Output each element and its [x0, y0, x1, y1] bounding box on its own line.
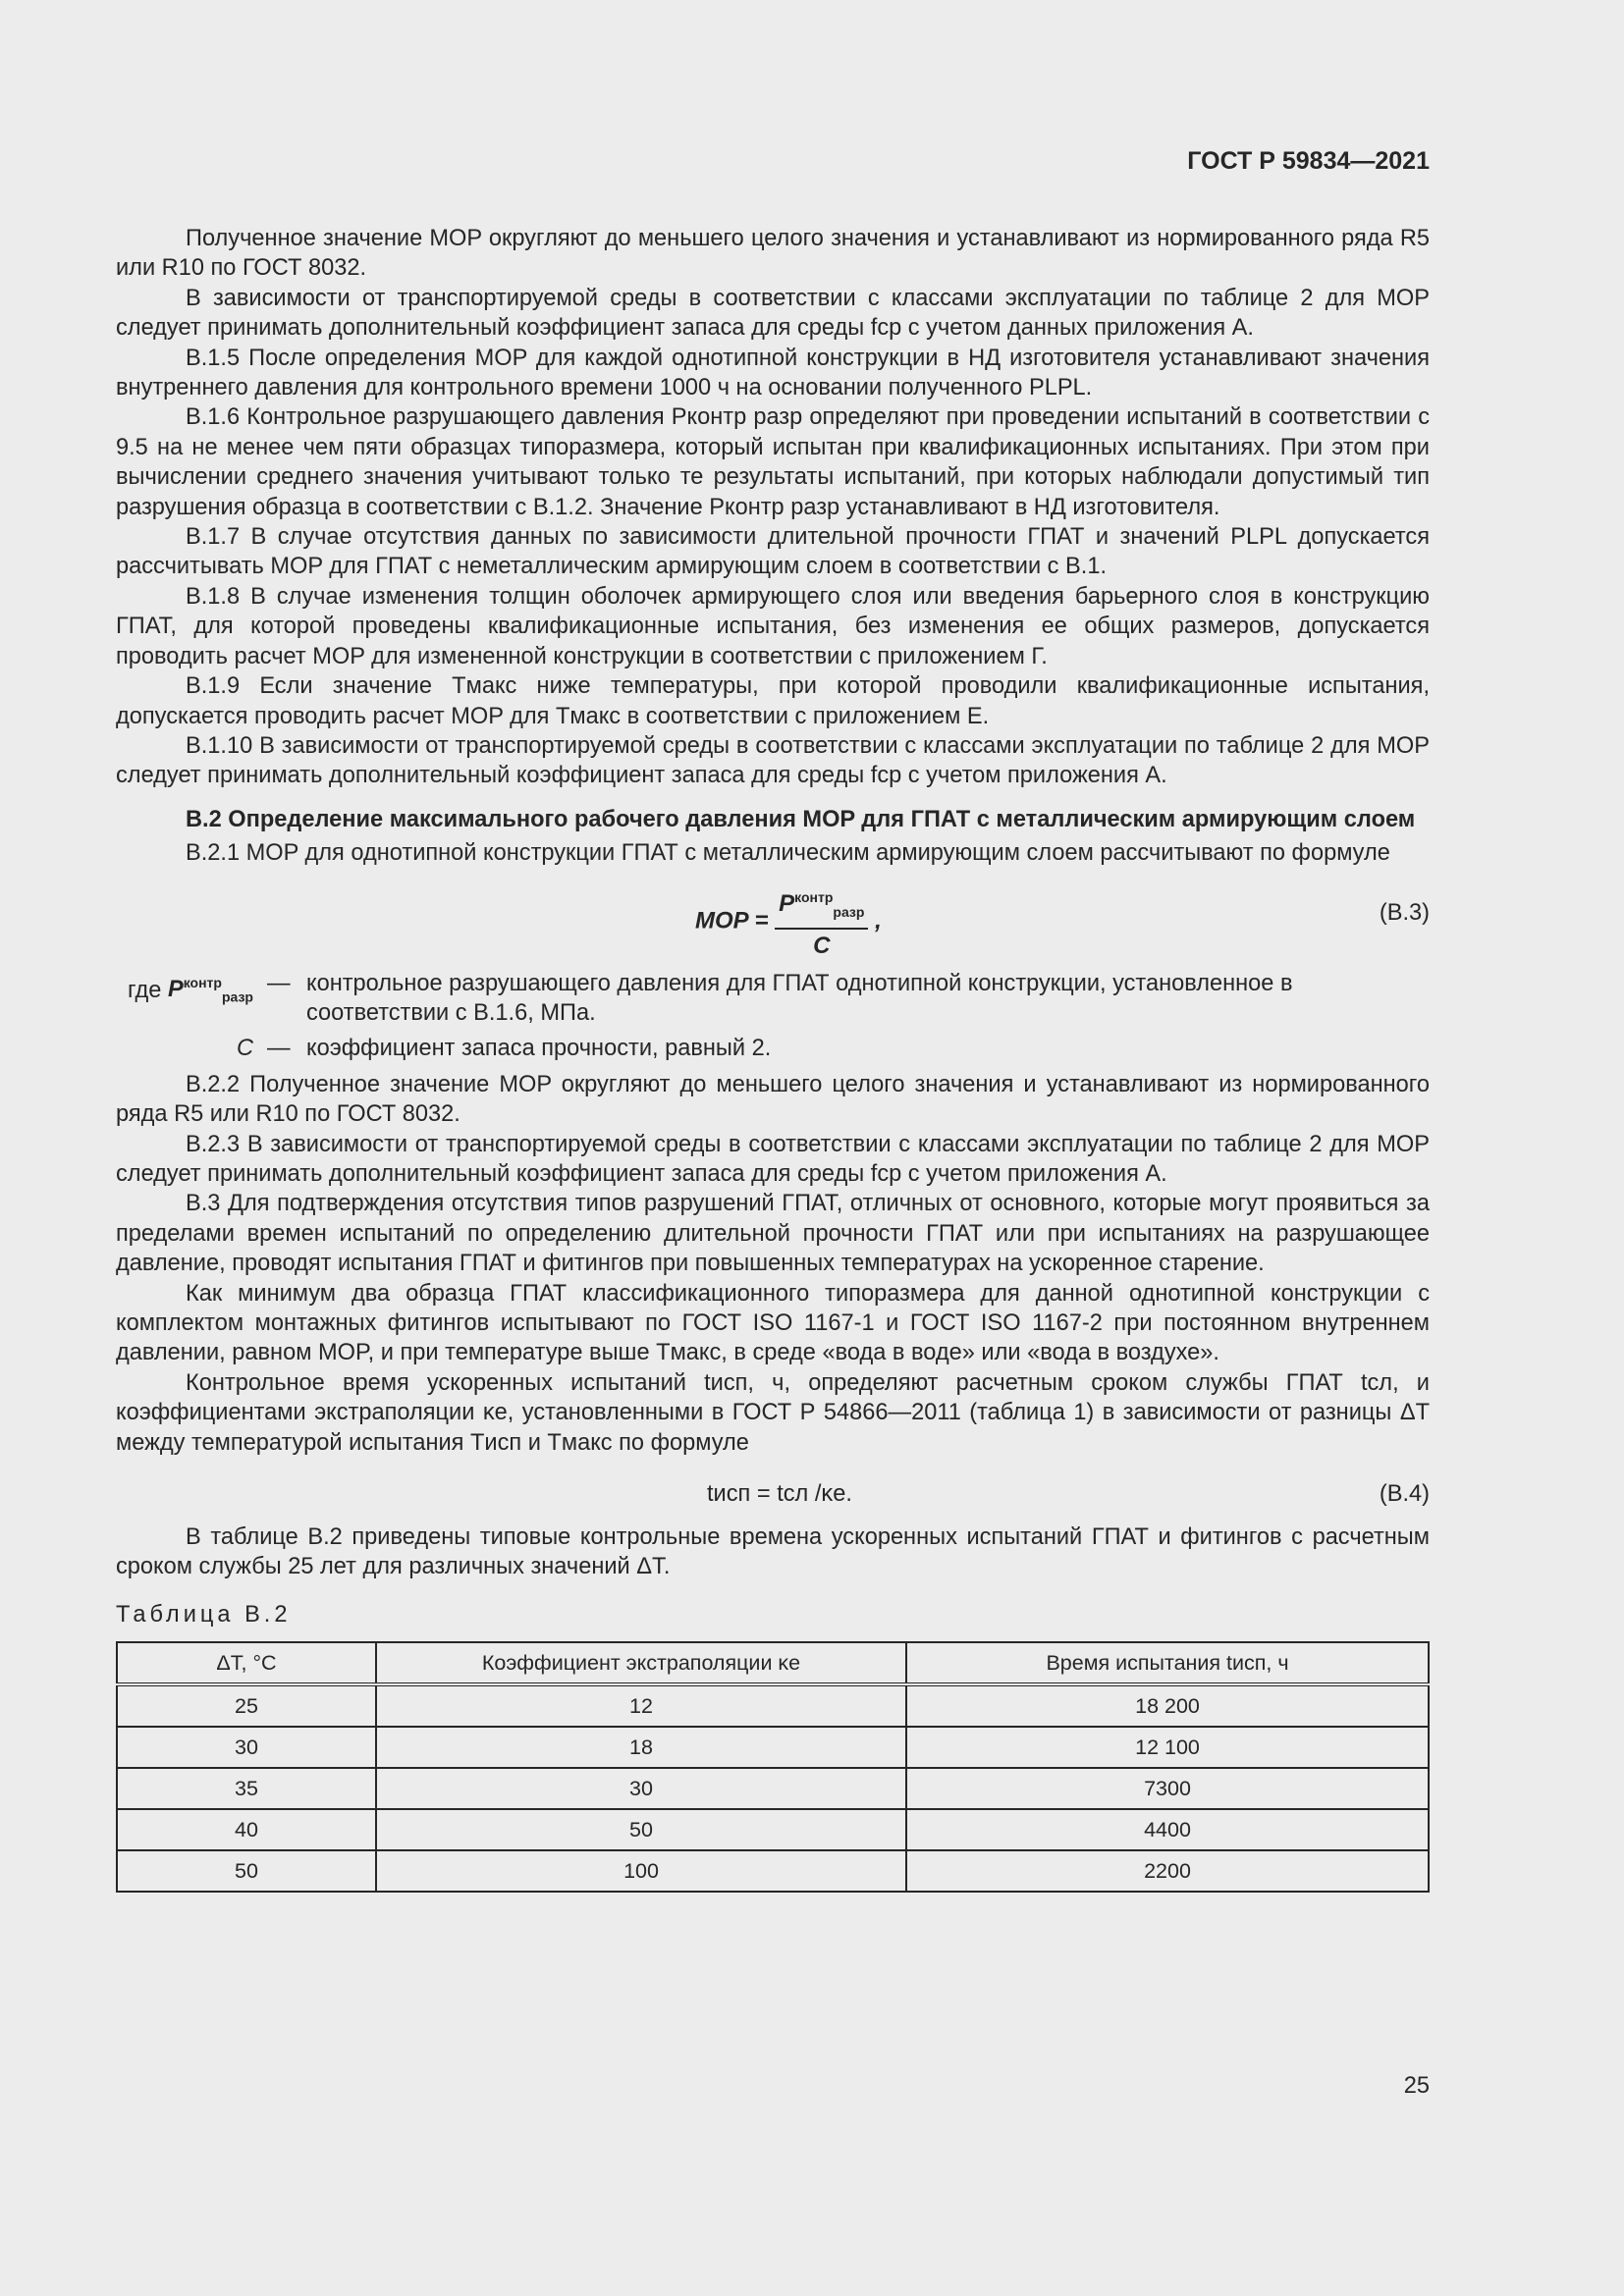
- table-cell: 2200: [906, 1850, 1429, 1892]
- formula-b3: [116, 879, 1430, 959]
- formula-denominator: C: [813, 932, 831, 959]
- where-symbol: C: [236, 1036, 253, 1062]
- formula-number: (В.4): [1379, 1481, 1430, 1508]
- paragraph: В.1.8 В случае изменения толщин оболочек армирующего слоя или введения барьерного слоя в конструкцию ГПАТ, для которой проведены квалификационные испытания, без изменения ее общих размеров, допускается проводить расчет MOP для измененной конструкции в соответствии с приложением Г.: [116, 583, 1430, 669]
- table-row: [117, 1768, 1429, 1809]
- table-cell: 4400: [906, 1809, 1429, 1850]
- document-body: [116, 224, 1430, 1893]
- table-cell: 25: [117, 1684, 376, 1727]
- where-item: [116, 969, 1430, 1029]
- formula-expression: tисп = tсл /κe.: [707, 1481, 852, 1508]
- data-table: [116, 1641, 1430, 1893]
- table-cell: 7300: [906, 1768, 1429, 1809]
- table-cell: 50: [376, 1809, 906, 1850]
- where-dash: —: [267, 970, 291, 996]
- table-cell: 18: [376, 1727, 906, 1768]
- table-row: [117, 1727, 1429, 1768]
- formula-b4: [116, 1468, 1430, 1515]
- formula-numerator: $P^{контр}_{разр}$: [775, 882, 868, 930]
- standard-header: ГОСТ Р 59834—2021: [1187, 147, 1430, 175]
- paragraph: В.1.9 Если значение Tмакс ниже температуры, при которой проводили квалификационные испытания, допускается проводить расчет MOP для Tмакс в соответствии с приложением Е.: [116, 673, 1430, 729]
- table-caption: Таблица В.2: [116, 1601, 292, 1628]
- where-description: контрольное разрушающего давления для ГПАТ однотипной конструкции, установленное в соответствии с В.1.6, МПа.: [306, 970, 1293, 1026]
- table-cell: 35: [117, 1768, 376, 1809]
- table-cell: 12: [376, 1684, 906, 1727]
- formula-lhs: MOP =: [695, 907, 769, 934]
- paragraph: В.2.2 Полученное значение MOP округляют до меньшего целого значения и устанавливают из нормированного ряда R5 или R10 по ГОСТ 8032.: [116, 1071, 1430, 1128]
- where-dash: —: [267, 1036, 291, 1062]
- formula-number: (В.3): [1379, 899, 1430, 926]
- table-cell: 30: [376, 1768, 906, 1809]
- paragraph: Контрольное время ускоренных испытаний tисп, ч, определяют расчетным сроком службы ГПАТ tсл, и коэффициентами экстраполяции κe, установленными в ГОСТ Р 54866—2011 (таблица 1) в зависимости от разницы ΔT между температурой испытания Tисп и Tмакс по формуле: [116, 1369, 1430, 1456]
- table-header-cell: Время испытания tисп, ч: [906, 1642, 1429, 1684]
- table-cell: 100: [376, 1850, 906, 1892]
- paragraph: В.2.1 MOP для однотипной конструкции ГПАТ с металлическим армирующим слоем рассчитывают по формуле: [186, 840, 1390, 867]
- table-row: [117, 1809, 1429, 1850]
- where-item: [116, 1034, 1430, 1063]
- paragraph: В.1.6 Контрольное разрушающего давления Pконтр разр определяют при проведении испытаний в соответствии с 9.5 на не менее чем пяти образцах типоразмера, который испытан при квалификационных испытаниях. При этом при вычислении среднего значения учитывают только те результаты испытаний, при которых наблюдали допустимый тип разрушения образца в соответствии с В.1.2. Значение Pконтр разр устанавливают в НД изготовителя.: [116, 404, 1430, 520]
- table-cell: 40: [117, 1809, 376, 1850]
- table-header-row: [117, 1642, 1429, 1684]
- table-header-cell: ΔT, °С: [117, 1642, 376, 1684]
- paragraph: В.2.3 В зависимости от транспортируемой среды в соответствии с классами эксплуатации по таблице 2 для MOP следует принимать дополнительный коэффициент запаса для среды fср с учетом приложения А.: [116, 1131, 1430, 1187]
- table-cell: 50: [117, 1850, 376, 1892]
- paragraph: В зависимости от транспортируемой среды в соответствии с классами эксплуатации по таблице 2 для MOP следует принимать дополнительный коэффициент запаса для среды fср с учетом данных приложения А.: [116, 285, 1430, 342]
- formula-expression: [695, 882, 882, 962]
- where-description: коэффициент запаса прочности, равный 2.: [306, 1036, 772, 1062]
- section-heading: В.2 Определение максимального рабочего давления MOP для ГПАТ с металлическим армирующим слоем: [186, 806, 1416, 832]
- table-cell: 30: [117, 1727, 376, 1768]
- where-block: [116, 969, 1430, 1064]
- table-row: [117, 1850, 1429, 1892]
- paragraph: В таблице В.2 приведены типовые контрольные времена ускоренных испытаний ГПАТ и фитингов с расчетным сроком службы 25 лет для различных значений ΔT.: [116, 1524, 1430, 1580]
- formula-fraction: [775, 882, 868, 962]
- paragraph: В.1.10 В зависимости от транспортируемой среды в соответствии с классами эксплуатации по таблице 2 для MOP следует принимать дополнительный коэффициент запаса для среды fср с учетом приложения А.: [116, 732, 1430, 789]
- page-number: 25: [1403, 2073, 1430, 2099]
- paragraph: В.1.7 В случае отсутствия данных по зависимости длительной прочности ГПАТ и значений PLPL допускается рассчитывать MOP для ГПАТ с неметаллическим армирующим слоем в соответствии с В.1.: [116, 524, 1430, 580]
- paragraph: Как минимум два образца ГПАТ классификационного типоразмера для данной однотипной конструкции с комплектом монтажных фитингов испытывают по ГОСТ ISO 1167-1 и ГОСТ ISO 1167-2 при постоянном внутреннем давлении, равном MOP, и при температуре выше Tмакс, в среде «вода в воде» или «вода в воздухе».: [116, 1280, 1430, 1366]
- table-cell: 12 100: [906, 1727, 1429, 1768]
- where-symbol: где $P^{контр}_{разр}$: [127, 975, 253, 1006]
- paragraph: Полученное значение MOP округляют до меньшего целого значения и устанавливают из нормированного ряда R5 или R10 по ГОСТ 8032.: [116, 226, 1430, 282]
- table-header-cell: Коэффициент экстраполяции κe: [376, 1642, 906, 1684]
- paragraph: В.3 Для подтверждения отсутствия типов разрушений ГПАТ, отличных от основного, которые могут проявиться за пределами времен испытаний по определению длительной прочности ГПАТ или при испытаниях на разрушающее давление, проводят испытания ГПАТ и фитингов при повышенных температурах на ускоренное старение.: [116, 1191, 1430, 1277]
- formula-trailing-comma: ,: [875, 907, 882, 934]
- table-row: [117, 1684, 1429, 1727]
- paragraph: В.1.5 После определения MOP для каждой однотипной конструкции в НД изготовителя устанавливают значения внутреннего давления для контрольного времени 1000 ч на основании полученного PLPL.: [116, 345, 1430, 401]
- table-cell: 18 200: [906, 1684, 1429, 1727]
